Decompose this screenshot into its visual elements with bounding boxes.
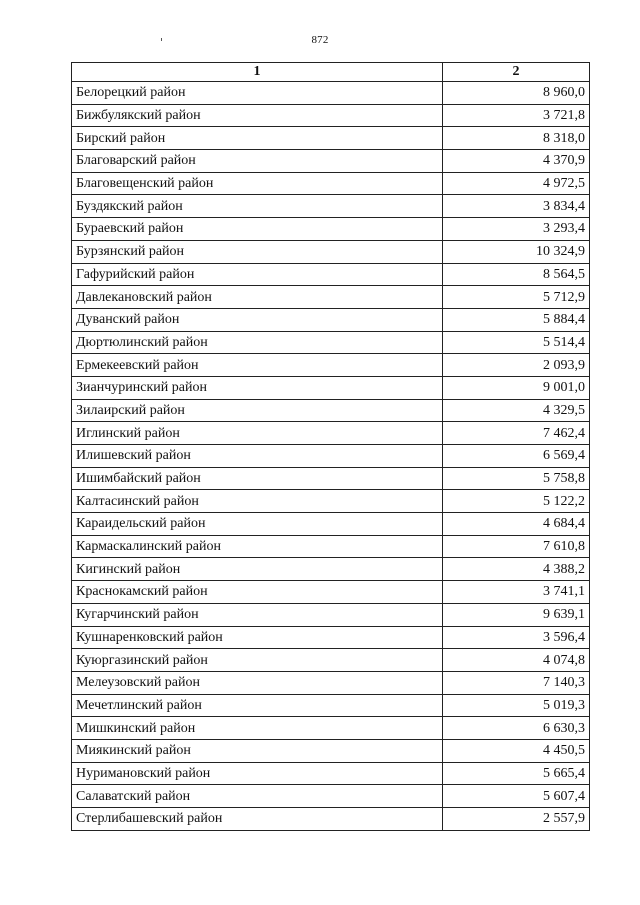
table-row	[72, 558, 590, 581]
table-row	[72, 172, 590, 195]
district-value-cell: 3 596,4	[443, 626, 590, 649]
district-value-cell: 3 834,4	[443, 195, 590, 218]
district-value-cell: 5 712,9	[443, 286, 590, 309]
district-name-cell: Ишимбайский район	[72, 467, 443, 490]
district-name-cell: Караидельский район	[72, 513, 443, 536]
district-value-cell: 5 122,2	[443, 490, 590, 513]
district-value-cell: 7 610,8	[443, 535, 590, 558]
district-value-cell: 4 972,5	[443, 172, 590, 195]
district-value-cell: 8 564,5	[443, 263, 590, 286]
table-row	[72, 195, 590, 218]
district-name-cell: Стерлибашевский район	[72, 808, 443, 831]
column-header-1: 1	[72, 63, 443, 82]
table-row	[72, 785, 590, 808]
district-name-cell: Куюргазинский район	[72, 649, 443, 672]
table-row	[72, 150, 590, 173]
district-value-cell: 7 140,3	[443, 671, 590, 694]
table-row	[72, 467, 590, 490]
district-value-cell: 4 329,5	[443, 399, 590, 422]
district-value-cell: 5 607,4	[443, 785, 590, 808]
district-name-cell: Гафурийский район	[72, 263, 443, 286]
table-row	[72, 694, 590, 717]
table-row	[72, 104, 590, 127]
district-name-cell: Мелеузовский район	[72, 671, 443, 694]
district-value-cell: 4 370,9	[443, 150, 590, 173]
district-name-cell: Дюртюлинский район	[72, 331, 443, 354]
district-name-cell: Калтасинский район	[72, 490, 443, 513]
table-row	[72, 626, 590, 649]
district-value-cell: 2 093,9	[443, 354, 590, 377]
table-row	[72, 445, 590, 468]
table-row	[72, 376, 590, 399]
table-row	[72, 739, 590, 762]
table-row	[72, 331, 590, 354]
district-name-cell: Илишевский район	[72, 445, 443, 468]
table-row	[72, 603, 590, 626]
page-number: 872	[311, 34, 329, 46]
table-row	[72, 286, 590, 309]
district-value-cell: 6 630,3	[443, 717, 590, 740]
district-name-cell: Благовещенский район	[72, 172, 443, 195]
table-row	[72, 308, 590, 331]
district-value-cell: 4 388,2	[443, 558, 590, 581]
table-row	[72, 649, 590, 672]
district-value-cell: 3 293,4	[443, 218, 590, 241]
district-name-cell: Бураевский район	[72, 218, 443, 241]
district-name-cell: Мишкинский район	[72, 717, 443, 740]
district-value-cell: 8 960,0	[443, 82, 590, 105]
table-row	[72, 399, 590, 422]
district-value-cell: 10 324,9	[443, 240, 590, 263]
district-value-cell: 5 019,3	[443, 694, 590, 717]
district-name-cell: Нуримановский район	[72, 762, 443, 785]
district-table	[71, 62, 590, 831]
table-row	[72, 82, 590, 105]
table-row	[72, 354, 590, 377]
district-name-cell: Кармаскалинский район	[72, 535, 443, 558]
district-name-cell: Кушнаренковский район	[72, 626, 443, 649]
table-row	[72, 263, 590, 286]
district-value-cell: 3 721,8	[443, 104, 590, 127]
scan-mark	[161, 38, 162, 41]
district-name-cell: Зианчуринский район	[72, 376, 443, 399]
district-name-cell: Бурзянский район	[72, 240, 443, 263]
district-value-cell: 9 001,0	[443, 376, 590, 399]
district-value-cell: 4 450,5	[443, 739, 590, 762]
district-name-cell: Ермекеевский район	[72, 354, 443, 377]
district-name-cell: Буздякский район	[72, 195, 443, 218]
table-row	[72, 490, 590, 513]
district-name-cell: Краснокамский район	[72, 581, 443, 604]
district-name-cell: Бижбулякский район	[72, 104, 443, 127]
district-name-cell: Благоварский район	[72, 150, 443, 173]
table-row	[72, 581, 590, 604]
district-value-cell: 7 462,4	[443, 422, 590, 445]
table-row	[72, 762, 590, 785]
district-name-cell: Зилаирский район	[72, 399, 443, 422]
district-value-cell: 2 557,9	[443, 808, 590, 831]
district-name-cell: Мечетлинский район	[72, 694, 443, 717]
district-name-cell: Кугарчинский район	[72, 603, 443, 626]
column-header-2: 2	[443, 63, 590, 82]
table-row	[72, 808, 590, 831]
district-value-cell: 5 758,8	[443, 467, 590, 490]
district-name-cell: Кигинский район	[72, 558, 443, 581]
table-row	[72, 127, 590, 150]
district-name-cell: Бирский район	[72, 127, 443, 150]
district-name-cell: Давлекановский район	[72, 286, 443, 309]
district-value-cell: 5 884,4	[443, 308, 590, 331]
table-row	[72, 717, 590, 740]
table-header-row	[72, 63, 590, 82]
district-name-cell: Дуванский район	[72, 308, 443, 331]
district-value-cell: 6 569,4	[443, 445, 590, 468]
district-value-cell: 4 074,8	[443, 649, 590, 672]
district-value-cell: 9 639,1	[443, 603, 590, 626]
district-name-cell: Миякинский район	[72, 739, 443, 762]
district-value-cell: 3 741,1	[443, 581, 590, 604]
table-row	[72, 422, 590, 445]
table-row	[72, 240, 590, 263]
district-name-cell: Белорецкий район	[72, 82, 443, 105]
district-name-cell: Салаватский район	[72, 785, 443, 808]
table-body	[72, 82, 590, 831]
table-row	[72, 218, 590, 241]
district-value-cell: 5 514,4	[443, 331, 590, 354]
table-row	[72, 535, 590, 558]
table-row	[72, 671, 590, 694]
district-value-cell: 5 665,4	[443, 762, 590, 785]
district-name-cell: Иглинский район	[72, 422, 443, 445]
district-value-cell: 4 684,4	[443, 513, 590, 536]
table-row	[72, 513, 590, 536]
district-value-cell: 8 318,0	[443, 127, 590, 150]
